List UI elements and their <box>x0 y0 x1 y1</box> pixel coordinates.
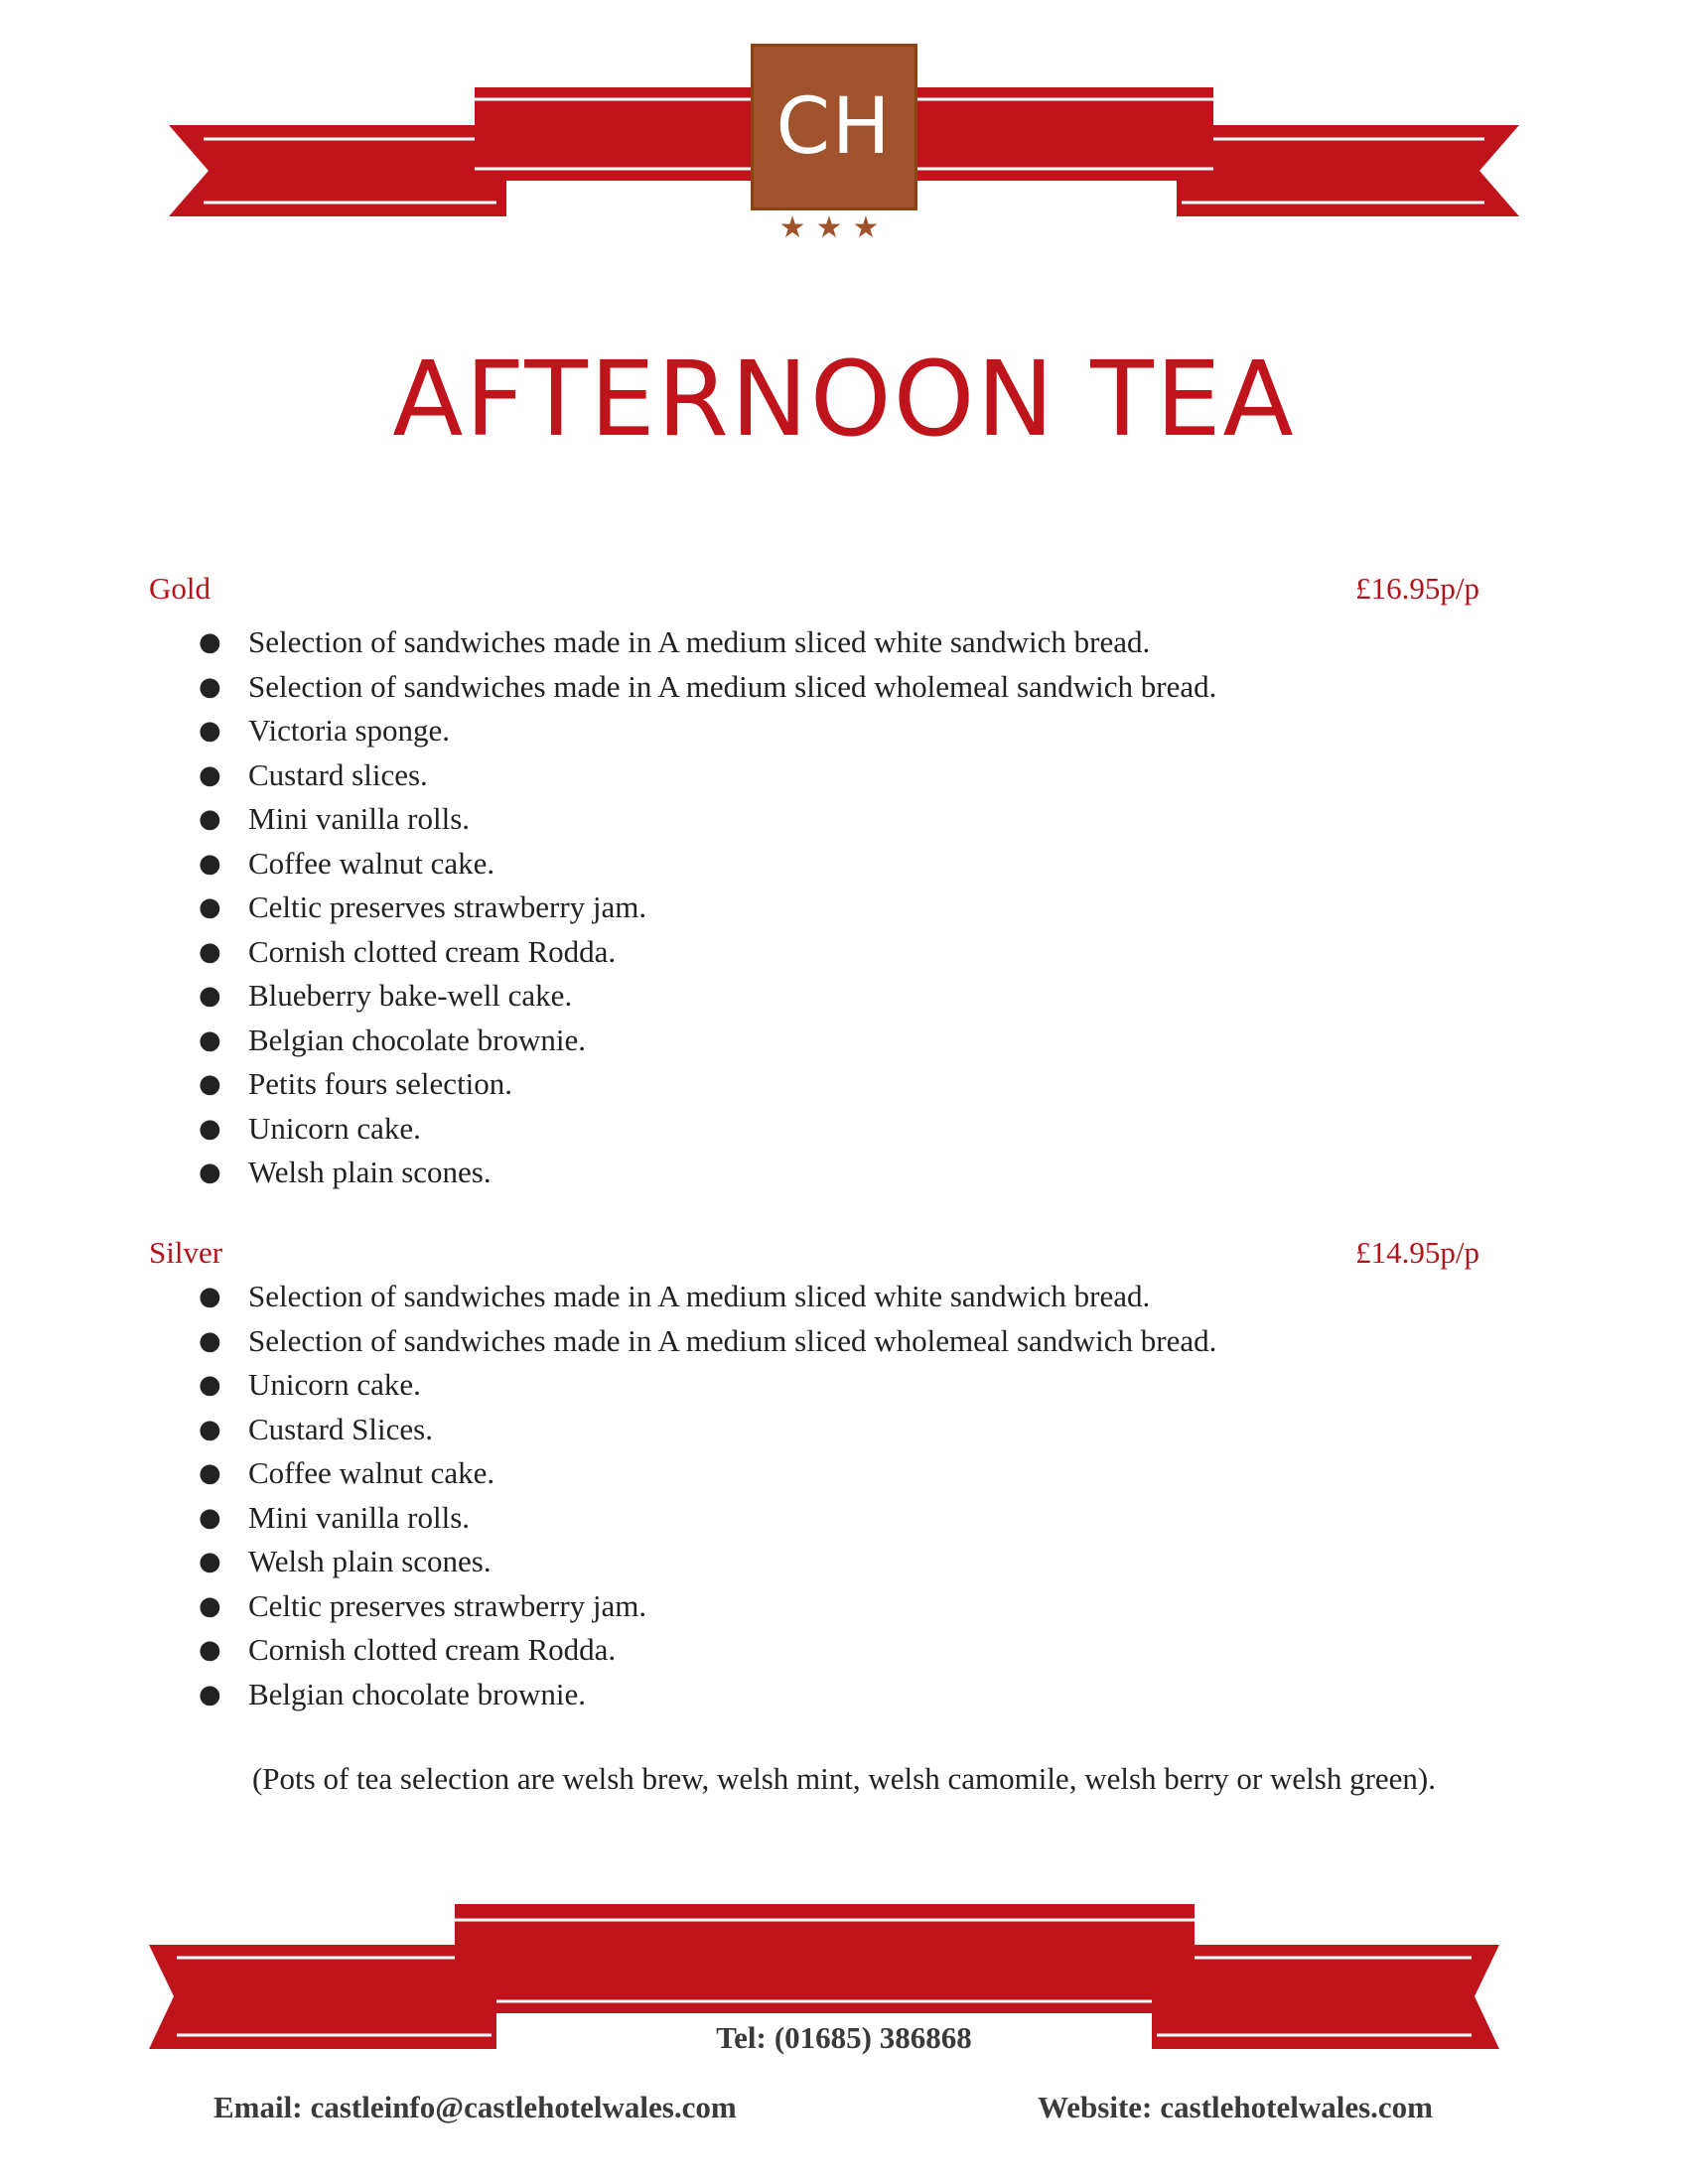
bullet-icon: ● <box>199 716 221 746</box>
list-item: ● Selection of sandwiches made in A medium sliced white sandwich bread. <box>0 1275 1216 1319</box>
footer-telephone <box>0 2020 1688 2056</box>
list-item: ● Welsh plain scones. <box>0 1540 1216 1584</box>
page-title: AFTERNOON TEA <box>392 339 1296 460</box>
logo-stars-icon: ★★★ <box>778 210 890 245</box>
bullet-icon: ● <box>199 1414 221 1444</box>
bullet-icon: ● <box>199 759 221 790</box>
bullet-icon: ● <box>199 892 221 922</box>
bullet-icon: ● <box>199 1679 221 1709</box>
footer-website <box>1038 2090 1433 2125</box>
bullet-icon: ● <box>199 1158 221 1187</box>
footer-email <box>213 2090 737 2125</box>
list-item: ● Coffee walnut cake. <box>0 1451 1216 1496</box>
bullet-icon: ● <box>199 1325 221 1356</box>
list-item: ● Custard Slices. <box>0 1408 1216 1452</box>
bullet-icon: ● <box>199 1113 221 1144</box>
website-label: Website: <box>1038 2090 1153 2124</box>
bullet-icon: ● <box>199 1547 221 1576</box>
website-link[interactable]: castlehotelwales.com <box>1160 2090 1433 2124</box>
list-item: ● Welsh plain scones. <box>0 1151 1216 1195</box>
list-item: ● Mini vanilla rolls. <box>0 1496 1216 1541</box>
list-item: ● Victoria sponge. <box>0 709 1216 753</box>
section-gold-name: Gold <box>149 571 211 606</box>
list-item: ● Belgian chocolate brownie. <box>0 1019 1216 1063</box>
bullet-icon: ● <box>199 936 221 967</box>
hotel-logo <box>751 44 917 210</box>
list-item: ● Selection of sandwiches made in A medium sliced white sandwich bread. <box>0 620 1216 665</box>
bullet-icon: ● <box>199 1590 221 1621</box>
list-item: ● Unicorn cake. <box>0 1363 1216 1408</box>
section-silver-name: Silver <box>149 1235 223 1270</box>
list-item: ● Unicorn cake. <box>0 1107 1216 1152</box>
section-gold-price: £16.95p/p <box>1355 571 1479 606</box>
list-item: ● Belgian chocolate brownie. <box>0 1673 1216 1717</box>
bullet-icon: ● <box>199 1635 221 1665</box>
list-item: ● Mini vanilla rolls. <box>0 797 1216 842</box>
bullet-icon: ● <box>199 1502 221 1533</box>
tel-value[interactable]: (01685) 386868 <box>774 2020 972 2055</box>
list-item: ● Selection of sandwiches made in A medium sliced wholemeal sandwich bread. <box>0 665 1216 710</box>
section-silver-price: £14.95p/p <box>1355 1235 1479 1270</box>
list-item: ● Coffee walnut cake. <box>0 842 1216 887</box>
bullet-icon: ● <box>199 627 221 657</box>
bullet-icon: ● <box>199 671 221 702</box>
bullet-icon: ● <box>199 1024 221 1055</box>
bullet-icon: ● <box>199 1370 221 1400</box>
logo-monogram: CH <box>775 82 893 172</box>
list-item: ● Cornish clotted cream Rodda. <box>0 1628 1216 1673</box>
list-item: ● Cornish clotted cream Rodda. <box>0 930 1216 975</box>
bullet-icon: ● <box>199 981 221 1011</box>
tel-label: Tel: <box>716 2020 767 2055</box>
email-link[interactable]: castleinfo@castlehotelwales.com <box>310 2090 737 2124</box>
list-item: ● Blueberry bake-well cake. <box>0 974 1216 1019</box>
list-item: ● Celtic preserves strawberry jam. <box>0 886 1216 930</box>
list-item: ● Celtic preserves strawberry jam. <box>0 1584 1216 1629</box>
section-silver-item-list <box>0 1275 1216 1716</box>
list-item: ● Custard slices. <box>0 753 1216 798</box>
email-label: Email: <box>213 2090 303 2124</box>
bullet-icon: ● <box>199 848 221 879</box>
list-item: ● Selection of sandwiches made in A medium sliced wholemeal sandwich bread. <box>0 1319 1216 1364</box>
bullet-icon: ● <box>199 804 221 834</box>
bullet-icon: ● <box>199 1282 221 1311</box>
list-item: ● Petits fours selection. <box>0 1062 1216 1107</box>
section-gold-item-list <box>0 620 1216 1195</box>
tea-selection-note: (Pots of tea selection are welsh brew, welsh mint, welsh camomile, welsh berry or welsh green). <box>251 1761 1436 1796</box>
bullet-icon: ● <box>199 1069 221 1099</box>
bullet-icon: ● <box>199 1458 221 1488</box>
